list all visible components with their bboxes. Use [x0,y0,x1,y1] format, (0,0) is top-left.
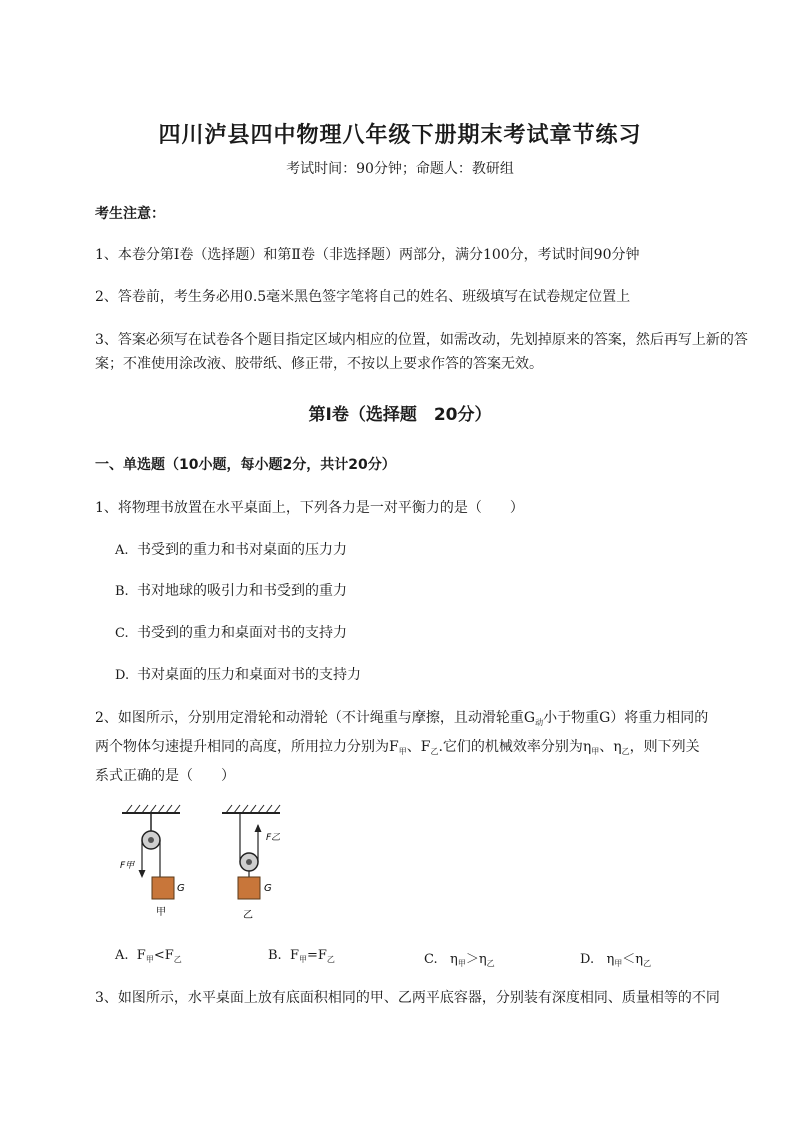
caption-jia: 甲 [156,907,166,918]
pulley-figure [110,800,310,925]
weight-label: G [177,883,185,894]
exam-info: 考试时间：90分钟；命题人：教研组 [286,161,514,177]
fixed-pulley-setup [120,805,185,918]
movable-pulley-setup [222,805,280,921]
option-label: D. [115,668,130,683]
question-1-option-b[interactable] [115,581,347,602]
option-label: C. [115,626,129,641]
option-label: A. [115,543,129,558]
caption-yi: 乙 [243,910,253,921]
question-1-option-a[interactable] [115,540,347,561]
notice-heading: 考生注意： [95,206,165,222]
section-title: 第I卷（选择题 20分） [308,405,492,425]
notice-item: 2、答卷前，考生务必用0.5毫米黑色签字笔将自己的姓名、班级填写在试卷规定位置上 [95,289,631,305]
weight-label: G [264,883,272,894]
question-3-stem: 3、如图所示，水平桌面上放有底面积相同的甲、乙两平底容器，分别装有深度相同、质量相等的不同 [95,990,720,1006]
question-1-option-d[interactable] [115,665,361,686]
question-1-option-c[interactable] [115,623,347,644]
page-title: 四川泸县四中物理八年级下册期末考试章节练习 [158,123,642,148]
option-text: 书对地球的吸引力和书受到的重力 [137,583,347,599]
option-text: 书受到的重力和书对桌面的压力力 [137,542,347,558]
option-text: 书对桌面的压力和桌面对书的支持力 [137,667,361,683]
option-label: B. [115,584,129,599]
question-2-option-d[interactable]: D. $\eta_甲<\eta_乙$ [580,952,652,968]
group-heading: 一、单选题（10小题，每小题2分，共计20分） [95,457,396,473]
question-2-option-b[interactable]: B. $F_甲=F_乙$ [268,948,335,964]
force-label-yi: F乙 [266,833,281,843]
force-label-jia: F甲 [120,861,135,871]
notice-item: 1、本卷分第I卷（选择题）和第Ⅱ卷（非选择题）两部分，满分100分，考试时间90分钟 [95,247,640,263]
option-text: 书受到的重力和桌面对书的支持力 [137,625,347,641]
question-2-option-a[interactable]: A. $F_甲<F_乙$ [115,948,182,964]
question-2-option-c[interactable]: C. $\eta_甲>\eta_乙$ [424,952,495,968]
notice-item: 3、答案必须写在试卷各个题目指定区域内相应的位置，如需改动，先划掉原来的答案，然后再写上新的答案；不准使用涂改液、胶带纸、修正带，不按以上要求作答的答案无效。 [95,332,748,372]
question-1-stem: 1、将物理书放置在水平桌面上，下列各力是一对平衡力的是（ ） [95,500,524,516]
question-2-stem: 2、如图所示，分别用定滑轮和动滑轮（不计绳重与摩擦，且动滑轮重$G_动$小于物重G）将重力相同的 两个物体匀速提升相同的高度，所用拉力分别为$F_甲$、$F_乙$.它们的机械效率分别为$\eta_甲$、$\eta_乙$，则下列关 系式正确的是（ ） [95,710,709,784]
